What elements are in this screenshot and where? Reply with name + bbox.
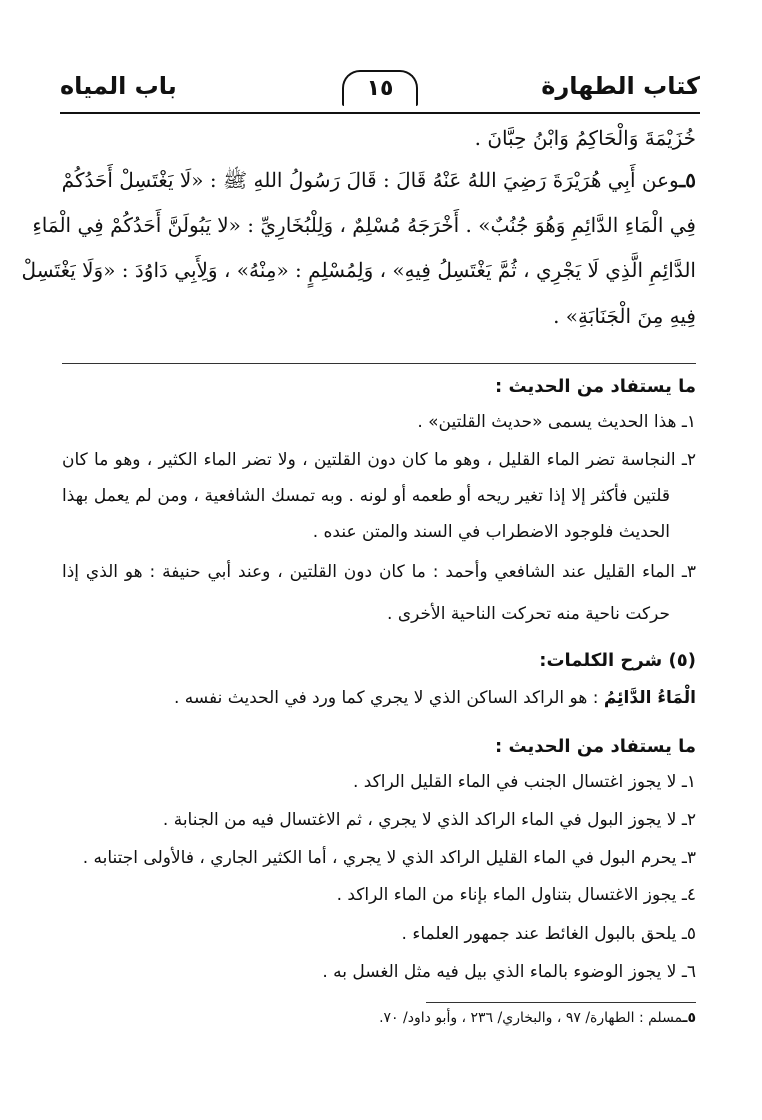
explanation-line [174,688,696,708]
section2-item: ٤ـ يجوز الاغتسال بتناول الماء بإناء من الماء الراكد . [336,885,696,905]
hadith-line-4: الدَّائِمِ الَّذِي لَا يَجْرِي ، ثُمَّ يَغْتَسِلُ فِيهِ» ، وَلِمُسْلِمٍ : «مِنْهُ» ، وَلِأَبِي دَاوُدَ : «وَلَا يَغْتَسِلْ [21,258,696,282]
header-rule [60,112,700,114]
hadith-number: ٥ـ [679,168,696,192]
section2-item: ٣ـ يحرم البول في الماء القليل الراكد الذي لا يجري ، أما الكثير الجاري ، فالأولى اجتنابه . [82,848,696,868]
footnote [379,1010,696,1026]
section1-heading: ما يستفاد من الحديث : [495,376,696,397]
footnote-rule [426,1002,696,1003]
explanation-heading: (٥) شرح الكلمات: [539,650,696,671]
hadith-line-2 [62,168,696,197]
hadith-line-1: خُزَيْمَةَ وَالْحَاكِمُ وَابْنُ حِبَّانَ . [474,126,696,150]
footnote-label: ٥ـ [682,1010,696,1026]
page-header [60,70,700,110]
hadith-line-3: فِي الْمَاءِ الدَّائِمِ وَهُوَ جُنُبٌ» . أَخْرَجَهُ مُسْلِمٌ ، وَلِلْبُخَارِيِّ : «لا يَبُولَنَّ أَحَدُكُمْ فِي الْمَاءِ [32,213,696,237]
section1-item: ١ـ هذا الحديث يسمى «حديث القلتين» . [417,412,696,432]
section-separator [62,363,696,364]
section2-item: ١ـ لا يجوز اغتسال الجنب في الماء القليل الراكد . [352,772,696,792]
footnote-text: مسلم : الطهارة/ ٩٧ ، والبخاري/ ٢٣٦ ، وأبو داود/ ٧٠. [379,1010,683,1026]
section1-item: حركت ناحية منه تحركت الناحية الأخرى . [387,604,670,624]
explanation-term: الْمَاءُ الدَّائِمُ [603,688,696,708]
section2-item: ٢ـ لا يجوز البول في الماء الراكد الذي لا يجري ، ثم الاغتسال فيه من الجنابة . [162,810,696,830]
section2-heading: ما يستفاد من الحديث : [495,736,696,757]
section1-item: قلتين فأكثر إلا إذا تغير ريحه أو طعمه أو لونه . وبه تمسك الشافعية ، ومن لم يعمل بهذا [62,486,670,506]
book-title: كتاب الطهارة [541,72,700,100]
section1-item: ٢ـ النجاسة تضر الماء القليل ، وهو ما كان دون القلتين ، ولا تضر الماء الكثير ، وهو ما كان [62,450,696,470]
page-number: ١٥ [342,70,418,106]
section1-item: ٣ـ الماء القليل عند الشافعي وأحمد : ما كان دون القلتين ، وعند أبي حنيفة : هو الذي إذا [62,562,696,582]
chapter-title: باب المياه [60,72,177,100]
section1-item: الحديث فلوجود الاضطراب في السند والمتن عنده . [312,522,670,542]
section2-item: ٦ـ لا يجوز الوضوء بالماء الذي بيل فيه مثل الغسل به . [322,962,696,982]
section2-item: ٥ـ يلحق بالبول الغائط عند جمهور العلماء . [401,924,696,944]
hadith-line-5: فِيهِ مِنَ الْجَنَابَةِ» . [553,304,696,328]
hadith-line-2-text: وعن أَبِي هُرَيْرَةَ رَضِيَ اللهُ عَنْهُ قَالَ : قَالَ رَسُولُ اللهِ ﷺ : «لَا يَغْتَسِلْ أَحَدُكُمْ [61,168,680,192]
explanation-definition: : هو الراكد الساكن الذي لا يجري كما ورد في الحديث نفسه . [173,688,599,708]
